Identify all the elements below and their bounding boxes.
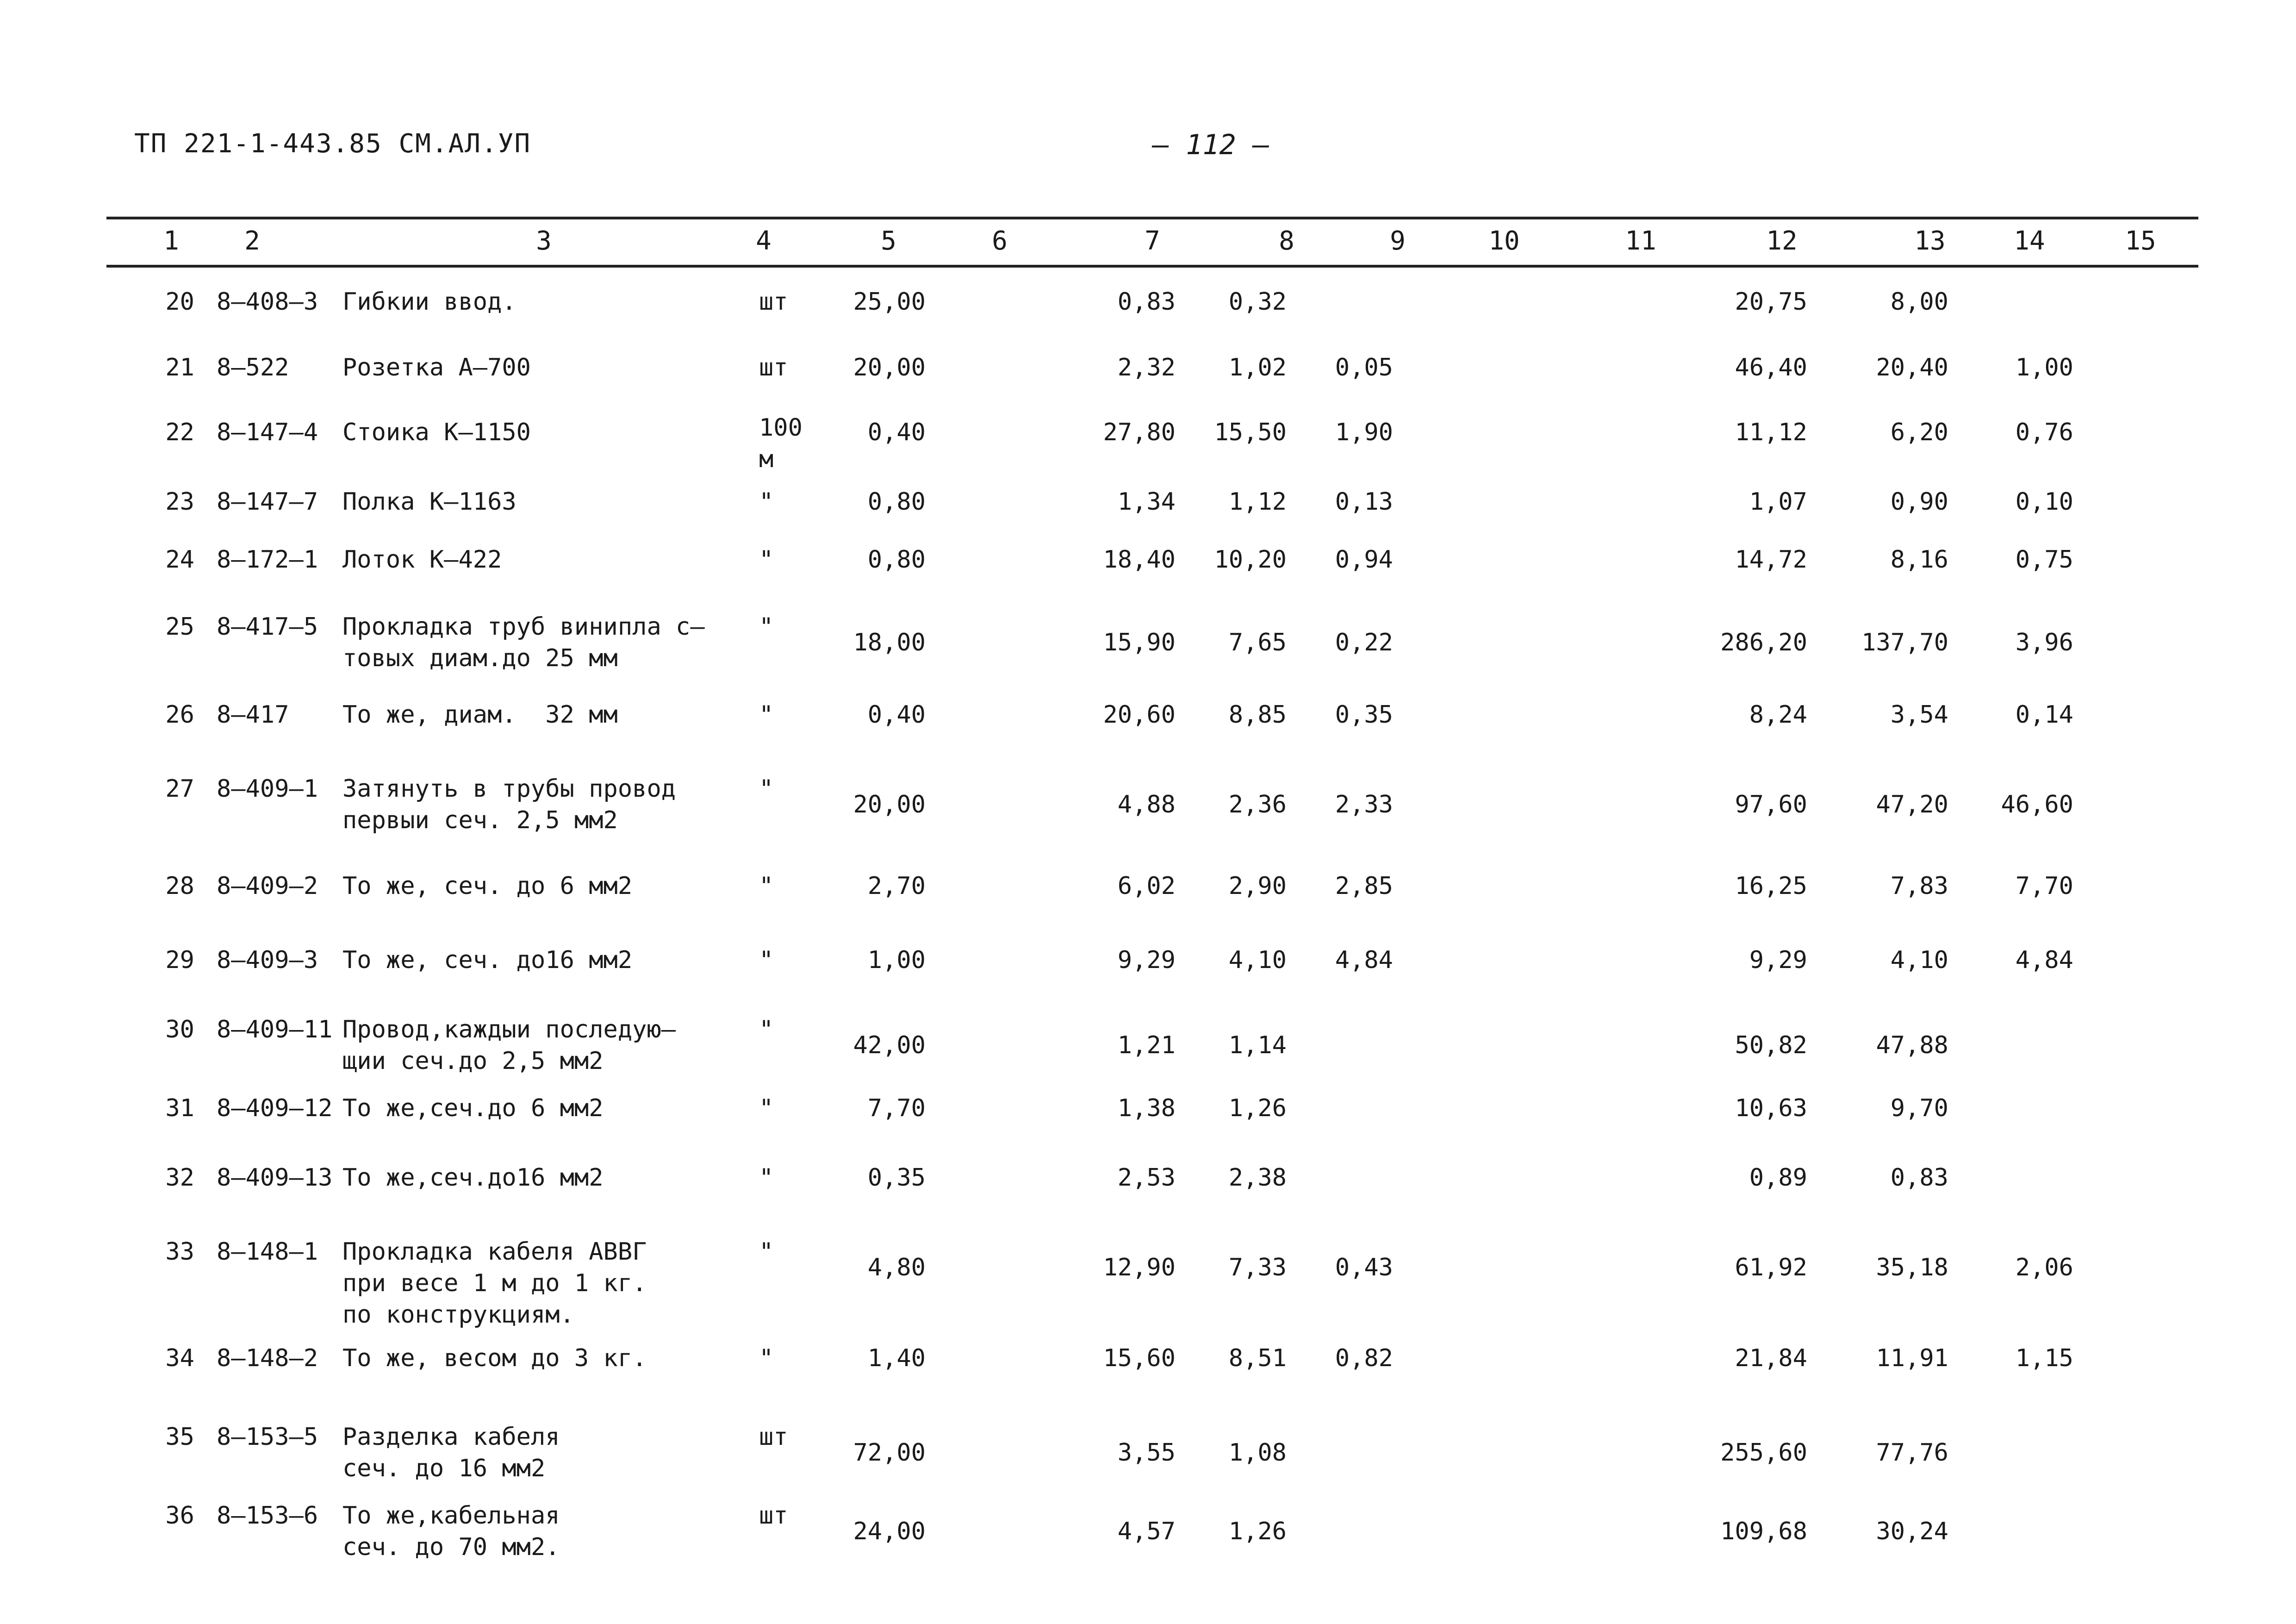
column-header-9: 9	[1390, 226, 1406, 256]
row-number: 21	[165, 354, 194, 381]
value-col-9: 0,05	[1335, 354, 1393, 381]
unit-cell: шт	[759, 1423, 788, 1451]
value-col-5: 2,70	[867, 872, 926, 900]
value-col-9: 1,90	[1335, 418, 1393, 446]
value-col-13: 4,10	[1890, 946, 1948, 974]
value-col-12: 16,25	[1735, 872, 1807, 900]
name-cell: Лоток К–422	[342, 546, 502, 574]
code-cell: 8–417–5	[217, 613, 318, 641]
value-col-12: 8,24	[1749, 701, 1807, 729]
code-cell: 8–408–3	[217, 288, 318, 316]
value-col-7: 4,88	[1117, 791, 1176, 818]
code-cell: 8–409–11	[217, 1016, 333, 1043]
value-col-9: 2,85	[1335, 872, 1393, 900]
value-col-9: 0,35	[1335, 701, 1393, 729]
name-cell: То же,сеч.до16 мм2	[342, 1164, 604, 1192]
value-col-12: 11,12	[1735, 418, 1807, 446]
row-number: 35	[165, 1423, 194, 1451]
code-cell: 8–417	[217, 701, 289, 729]
code-cell: 8–409–13	[217, 1164, 333, 1192]
name-cell: Прокладка труб винипла с– товых диам.до 25 мм	[342, 613, 705, 672]
name-cell: Прокладка кабеля АВВГ при весе 1 м до 1 кг. по конструкциям.	[342, 1238, 647, 1329]
table-top-rule	[106, 217, 2198, 219]
column-header-10: 10	[1488, 226, 1520, 256]
name-cell: Стоика К–1150	[342, 418, 531, 446]
unit-cell: "	[759, 1094, 774, 1122]
row-number: 28	[165, 872, 194, 900]
row-number: 34	[165, 1344, 194, 1372]
value-col-5: 0,35	[867, 1164, 926, 1192]
column-header-7: 7	[1145, 226, 1160, 256]
value-col-12: 14,72	[1735, 546, 1807, 574]
value-col-8: 2,38	[1228, 1164, 1287, 1192]
value-col-12: 46,40	[1735, 354, 1807, 381]
row-number: 32	[165, 1164, 194, 1192]
value-col-5: 0,80	[867, 488, 926, 516]
code-cell: 8–409–12	[217, 1094, 333, 1122]
row-number: 27	[165, 775, 194, 803]
value-col-8: 1,26	[1228, 1094, 1287, 1122]
value-col-5: 7,70	[867, 1094, 926, 1122]
code-cell: 8–153–6	[217, 1502, 318, 1530]
unit-cell: шт	[759, 288, 788, 316]
code-cell: 8–147–7	[217, 488, 318, 516]
value-col-12: 0,89	[1749, 1164, 1807, 1192]
value-col-9: 0,82	[1335, 1344, 1393, 1372]
value-col-12: 20,75	[1735, 288, 1807, 316]
value-col-8: 8,85	[1228, 701, 1287, 729]
doc-code: ТП 221-1-443.85 СМ.АЛ.УП	[134, 129, 531, 159]
value-col-8: 1,08	[1228, 1439, 1287, 1467]
value-col-5: 0,40	[867, 701, 926, 729]
value-col-5: 0,40	[867, 418, 926, 446]
page-number: – 112 –	[1152, 129, 1269, 161]
value-col-5: 24,00	[853, 1518, 926, 1545]
unit-cell: "	[759, 1016, 774, 1043]
unit-cell: "	[759, 1164, 774, 1192]
name-cell: Провод,каждыи последую– щии сеч.до 2,5 мм2	[342, 1016, 676, 1075]
column-header-5: 5	[881, 226, 896, 256]
column-header-2: 2	[244, 226, 260, 256]
value-col-8: 15,50	[1214, 418, 1287, 446]
code-cell: 8–148–2	[217, 1344, 318, 1372]
name-cell: То же, диам. 32 мм	[342, 701, 618, 729]
value-col-5: 42,00	[853, 1031, 926, 1059]
value-col-12: 109,68	[1720, 1518, 1807, 1545]
value-col-12: 61,92	[1735, 1254, 1807, 1281]
value-col-7: 27,80	[1103, 418, 1176, 446]
column-header-13: 13	[1914, 226, 1946, 256]
value-col-7: 2,32	[1117, 354, 1176, 381]
name-cell: То же, сеч. до 6 мм2	[342, 872, 633, 900]
column-header-1: 1	[163, 226, 179, 256]
value-col-13: 6,20	[1890, 418, 1948, 446]
value-col-9: 0,94	[1335, 546, 1393, 574]
value-col-8: 1,02	[1228, 354, 1287, 381]
value-col-7: 2,53	[1117, 1164, 1176, 1192]
row-number: 20	[165, 288, 194, 316]
value-col-5: 20,00	[853, 791, 926, 818]
value-col-13: 0,90	[1890, 488, 1948, 516]
column-header-6: 6	[992, 226, 1008, 256]
value-col-8: 1,26	[1228, 1518, 1287, 1545]
value-col-14: 1,00	[2015, 354, 2073, 381]
value-col-13: 77,76	[1876, 1439, 1948, 1467]
value-col-13: 9,70	[1890, 1094, 1948, 1122]
code-cell: 8–148–1	[217, 1238, 318, 1266]
name-cell: Розетка А–700	[342, 354, 531, 381]
value-col-8: 1,12	[1228, 488, 1287, 516]
unit-cell: шт	[759, 354, 788, 381]
name-cell: Затянуть в трубы провод первыи сеч. 2,5 мм2	[342, 775, 676, 834]
unit-cell: "	[759, 613, 774, 641]
unit-cell: "	[759, 775, 774, 803]
value-col-7: 15,60	[1103, 1344, 1176, 1372]
value-col-5: 1,40	[867, 1344, 926, 1372]
column-header-4: 4	[756, 226, 772, 256]
value-col-13: 47,20	[1876, 791, 1948, 818]
value-col-14: 1,15	[2015, 1344, 2073, 1372]
name-cell: То же, весом до 3 кг.	[342, 1344, 647, 1372]
column-header-3: 3	[536, 226, 552, 256]
row-number: 26	[165, 701, 194, 729]
column-header-12: 12	[1766, 226, 1798, 256]
value-col-14: 0,76	[2015, 418, 2073, 446]
value-col-12: 1,07	[1749, 488, 1807, 516]
value-col-9: 0,43	[1335, 1254, 1393, 1281]
name-cell: Полка К–1163	[342, 488, 516, 516]
unit-cell: "	[759, 1344, 774, 1372]
value-col-9: 0,22	[1335, 629, 1393, 656]
value-col-12: 21,84	[1735, 1344, 1807, 1372]
value-col-13: 35,18	[1876, 1254, 1948, 1281]
row-number: 25	[165, 613, 194, 641]
value-col-7: 20,60	[1103, 701, 1176, 729]
row-number: 36	[165, 1502, 194, 1530]
value-col-14: 4,84	[2015, 946, 2073, 974]
value-col-7: 18,40	[1103, 546, 1176, 574]
column-header-11: 11	[1625, 226, 1656, 256]
value-col-7: 12,90	[1103, 1254, 1176, 1281]
value-col-7: 6,02	[1117, 872, 1176, 900]
name-cell: Разделка кабеля сеч. до 16 мм2	[342, 1423, 560, 1482]
value-col-7: 1,34	[1117, 488, 1176, 516]
unit-cell: "	[759, 488, 774, 516]
code-cell: 8–147–4	[217, 418, 318, 446]
name-cell: Гибкии ввод.	[342, 288, 516, 316]
name-cell: То же,кабельная сеч. до 70 мм2.	[342, 1502, 560, 1561]
value-col-13: 30,24	[1876, 1518, 1948, 1545]
value-col-8: 10,20	[1214, 546, 1287, 574]
value-col-7: 4,57	[1117, 1518, 1176, 1545]
value-col-5: 20,00	[853, 354, 926, 381]
code-cell: 8–153–5	[217, 1423, 318, 1451]
value-col-8: 2,36	[1228, 791, 1287, 818]
table-header-rule	[106, 265, 2198, 268]
value-col-13: 3,54	[1890, 701, 1948, 729]
value-col-13: 7,83	[1890, 872, 1948, 900]
value-col-13: 11,91	[1876, 1344, 1948, 1372]
unit-cell: "	[759, 546, 774, 574]
value-col-13: 0,83	[1890, 1164, 1948, 1192]
value-col-12: 50,82	[1735, 1031, 1807, 1059]
value-col-7: 1,38	[1117, 1094, 1176, 1122]
value-col-13: 47,88	[1876, 1031, 1948, 1059]
value-col-13: 137,70	[1861, 629, 1948, 656]
value-col-14: 0,10	[2015, 488, 2073, 516]
code-cell: 8–409–3	[217, 946, 318, 974]
value-col-12: 255,60	[1720, 1439, 1807, 1467]
value-col-7: 3,55	[1117, 1439, 1176, 1467]
value-col-7: 9,29	[1117, 946, 1176, 974]
value-col-12: 9,29	[1749, 946, 1807, 974]
value-col-14: 2,06	[2015, 1254, 2073, 1281]
unit-cell: "	[759, 946, 774, 974]
value-col-5: 1,00	[867, 946, 926, 974]
value-col-5: 0,80	[867, 546, 926, 574]
value-col-13: 8,16	[1890, 546, 1948, 574]
value-col-14: 3,96	[2015, 629, 2073, 656]
value-col-7: 15,90	[1103, 629, 1176, 656]
value-col-9: 4,84	[1335, 946, 1393, 974]
value-col-7: 1,21	[1117, 1031, 1176, 1059]
value-col-14: 0,14	[2015, 701, 2073, 729]
unit-cell: шт	[759, 1502, 788, 1530]
row-number: 23	[165, 488, 194, 516]
row-number: 24	[165, 546, 194, 574]
code-cell: 8–409–2	[217, 872, 318, 900]
value-col-13: 8,00	[1890, 288, 1948, 316]
row-number: 22	[165, 418, 194, 446]
unit-cell: "	[759, 1238, 774, 1266]
code-cell: 8–522	[217, 354, 289, 381]
column-header-15: 15	[2125, 226, 2156, 256]
value-col-5: 18,00	[853, 629, 926, 656]
value-col-14: 7,70	[2015, 872, 2073, 900]
value-col-9: 0,13	[1335, 488, 1393, 516]
column-header-14: 14	[2014, 226, 2045, 256]
code-cell: 8–172–1	[217, 546, 318, 574]
row-number: 30	[165, 1016, 194, 1043]
unit-cell: "	[759, 701, 774, 729]
unit-cell: "	[759, 872, 774, 900]
value-col-12: 97,60	[1735, 791, 1807, 818]
value-col-8: 4,10	[1228, 946, 1287, 974]
unit-cell: 100 м	[759, 414, 803, 473]
row-number: 31	[165, 1094, 194, 1122]
name-cell: То же,сеч.до 6 мм2	[342, 1094, 604, 1122]
value-col-5: 25,00	[853, 288, 926, 316]
value-col-8: 1,14	[1228, 1031, 1287, 1059]
name-cell: То же, сеч. до16 мм2	[342, 946, 633, 974]
value-col-14: 46,60	[2001, 791, 2073, 818]
value-col-8: 7,65	[1228, 629, 1287, 656]
value-col-8: 8,51	[1228, 1344, 1287, 1372]
value-col-14: 0,75	[2015, 546, 2073, 574]
value-col-7: 0,83	[1117, 288, 1176, 316]
value-col-12: 286,20	[1720, 629, 1807, 656]
value-col-8: 2,90	[1228, 872, 1287, 900]
value-col-5: 4,80	[867, 1254, 926, 1281]
value-col-13: 20,40	[1876, 354, 1948, 381]
code-cell: 8–409–1	[217, 775, 318, 803]
row-number: 33	[165, 1238, 194, 1266]
value-col-5: 72,00	[853, 1439, 926, 1467]
value-col-9: 2,33	[1335, 791, 1393, 818]
row-number: 29	[165, 946, 194, 974]
value-col-8: 7,33	[1228, 1254, 1287, 1281]
value-col-8: 0,32	[1228, 288, 1287, 316]
value-col-12: 10,63	[1735, 1094, 1807, 1122]
column-header-8: 8	[1279, 226, 1294, 256]
